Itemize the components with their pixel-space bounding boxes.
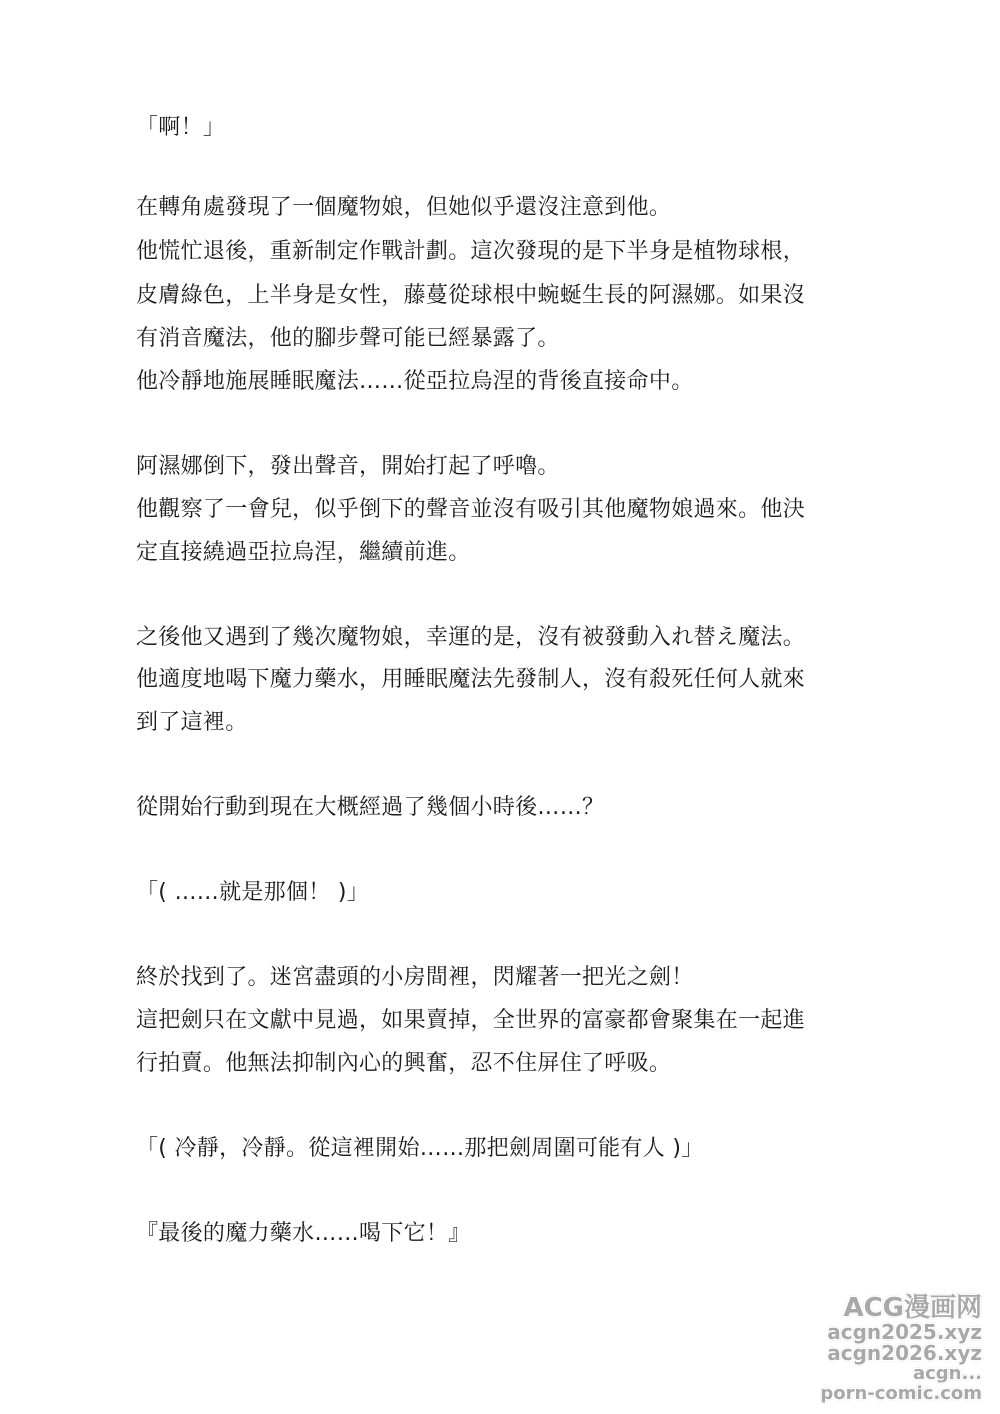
paragraph-line: 他慌忙退後，重新制定作戰計劃。這次發現的是下半身是植物球根，: [136, 239, 806, 264]
paragraph-line: 阿濕娜倒下，發出聲音，開始打起了呼嚕。: [136, 454, 560, 479]
watermark-title: ACG漫画网: [843, 1293, 982, 1323]
dialogue-line: 「啊！」: [136, 115, 226, 140]
paragraph-line: 他冷靜地施展睡眠魔法……從亞拉烏涅的背後直接命中。: [136, 369, 694, 394]
watermark-url: acgn2025.xyz: [827, 1320, 982, 1344]
paragraph-line: 他觀察了一會兒，似乎倒下的聲音並沒有吸引其他魔物娘過來。他決: [136, 497, 806, 522]
paragraph-line: 在轉角處發現了一個魔物娘，但她似乎還沒注意到他。: [136, 195, 672, 220]
paragraph-line: 他適度地喝下魔力藥水，用睡眠魔法先發制人，沒有殺死任何人就來: [136, 667, 806, 692]
paragraph-line: 到了這裡。: [136, 710, 248, 735]
watermark-url: acgn...: [912, 1363, 982, 1384]
paragraph-line: 這把劍只在文獻中見過，如果賣掉，全世界的富豪都會聚集在一起進: [136, 1008, 806, 1033]
paragraph-line: 之後他又遇到了幾次魔物娘，幸運的是，沒有被發動入れ替え魔法。: [136, 625, 806, 650]
dialogue-line: 『最後的魔力藥水……喝下它！』: [136, 1221, 471, 1246]
watermark-url: acgn2026.xyz: [827, 1341, 982, 1365]
dialogue-line: 「( ……就是那個！ )」: [136, 880, 370, 905]
paragraph-line: 從開始行動到現在大概經過了幾個小時後……？: [136, 795, 605, 820]
paragraph-line: 終於找到了。迷宮盡頭的小房間裡，閃耀著一把光之劍！: [136, 965, 694, 990]
paragraph-line: 行拍賣。他無法抑制內心的興奮，忍不住屏住了呼吸。: [136, 1051, 672, 1076]
paragraph-line: 皮膚綠色，上半身是女性，藤蔓從球根中蜿蜒生長的阿濕娜。如果沒: [136, 283, 806, 308]
watermark-url: porn-comic.com: [820, 1383, 982, 1404]
site-watermark: [820, 1294, 982, 1404]
dialogue-line: 「( 冷靜，冷靜。從這裡開始……那把劍周圍可能有人 )」: [136, 1136, 704, 1161]
paragraph-line: 有消音魔法，他的腳步聲可能已經暴露了。: [136, 326, 560, 351]
paragraph-line: 定直接繞過亞拉烏涅，繼續前進。: [136, 540, 471, 565]
